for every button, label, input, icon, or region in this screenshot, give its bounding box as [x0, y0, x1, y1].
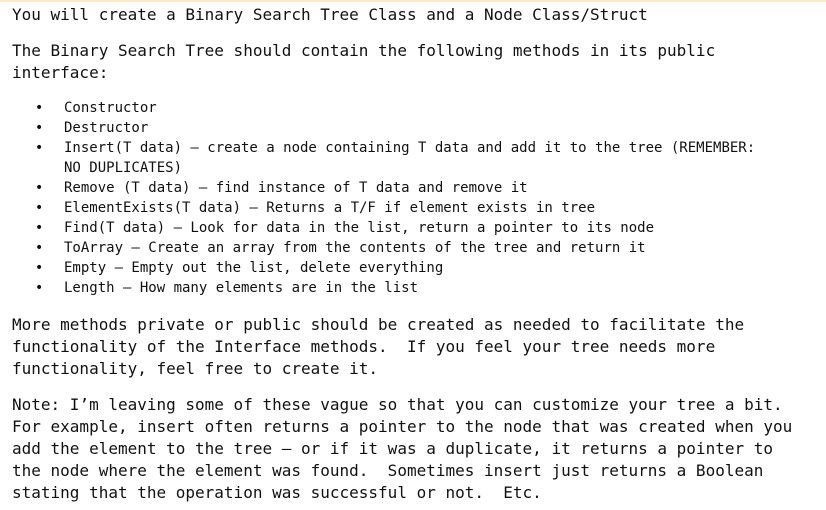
bullet-icon: •: [35, 180, 44, 196]
paragraph-line: Note: I’m leaving some of these vague so that you can customize your tree a bit.: [12, 395, 783, 414]
bullet-icon: •: [35, 100, 44, 116]
list-item: [12, 118, 802, 138]
paragraph-line: For example, insert often returns a pointer to the node that was created when you: [12, 417, 793, 436]
list-item: [12, 238, 802, 258]
bullet-icon: •: [35, 120, 44, 136]
method-text: Insert(T data) – create a node containing T data and add it to the tree (REMEMBER:: [64, 140, 756, 156]
public-interface-line: The Binary Search Tree should contain the following methods in its public: [12, 41, 716, 60]
method-text: Constructor: [64, 100, 157, 116]
cropped-top-edge: [0, 0, 826, 2]
note-paragraph: [12, 394, 792, 504]
methods-list: [12, 98, 802, 298]
method-text: ElementExists(T data) – Returns a T/F if element exists in tree: [64, 200, 596, 216]
method-text: Destructor: [64, 120, 149, 136]
bullet-icon: •: [35, 220, 44, 236]
paragraph-line: functionality of the Interface methods. If you feel your tree needs more: [12, 337, 716, 356]
method-text: Empty – Empty out the list, delete everything: [64, 260, 444, 276]
more-methods-paragraph: [12, 314, 744, 380]
bullet-icon: •: [35, 260, 44, 276]
list-item: [12, 278, 802, 298]
list-item: [12, 198, 802, 218]
public-interface-line: interface:: [12, 63, 109, 82]
paragraph-line: functionality, feel free to create it.: [12, 359, 379, 378]
method-text: ToArray – Create an array from the contents of the tree and return it: [64, 240, 646, 256]
list-item: [12, 98, 802, 118]
paragraph-line: the node where the element was found. Sometimes insert just returns a Boolean: [12, 461, 764, 480]
method-text: Length – How many elements are in the list: [64, 280, 419, 296]
list-item: [12, 138, 802, 158]
list-item-continuation: [12, 158, 802, 178]
paragraph-line: stating that the operation was successful or not. Etc.: [12, 483, 542, 502]
public-interface-paragraph: [12, 40, 715, 84]
bullet-icon: •: [35, 280, 44, 296]
method-text: Remove (T data) – find instance of T data and remove it: [64, 180, 528, 196]
intro-paragraph: You will create a Binary Search Tree Class and a Node Class/Struct: [12, 5, 648, 24]
bullet-icon: •: [35, 140, 44, 156]
list-item: [12, 178, 802, 198]
paragraph-line: add the element to the tree – or if it was a duplicate, it returns a pointer to: [12, 439, 773, 458]
bullet-icon: •: [35, 240, 44, 256]
list-item: [12, 258, 802, 278]
method-text: NO DUPLICATES): [64, 160, 183, 176]
list-item: [12, 218, 802, 238]
paragraph-line: More methods private or public should be created as needed to facilitate the: [12, 315, 745, 334]
method-text: Find(T data) – Look for data in the list, return a pointer to its node: [64, 220, 655, 236]
bullet-icon: •: [35, 200, 44, 216]
